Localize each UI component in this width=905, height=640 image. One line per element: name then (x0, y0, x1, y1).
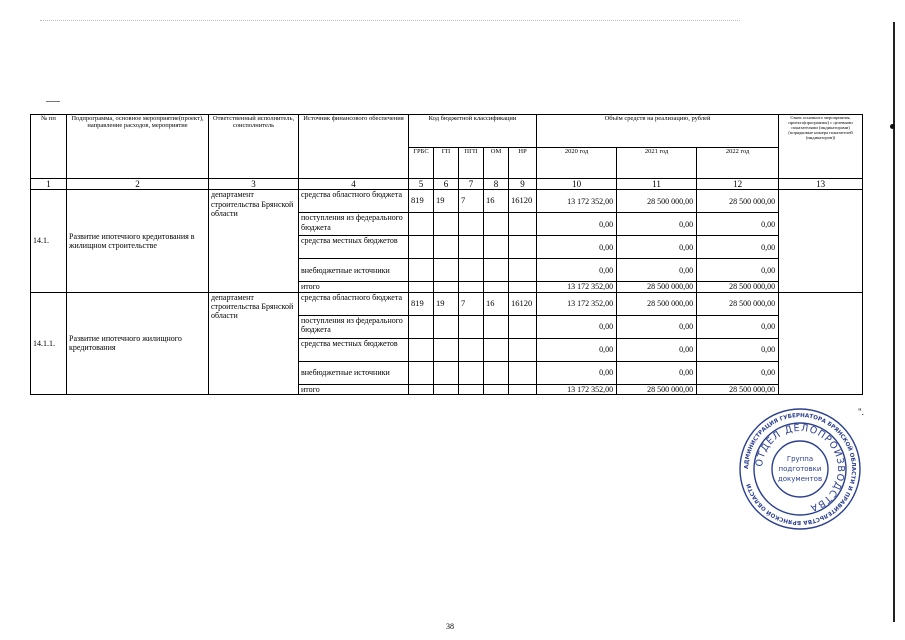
source-name: внебюджетные источники (299, 361, 409, 384)
code-gp: 19 (434, 190, 459, 213)
header-volume: Объём средств на реализацию, рублей (537, 115, 779, 148)
total-2020: 13 172 352,00 (537, 384, 617, 394)
header-year-2020: 2020 год (537, 148, 617, 179)
code-grbs (409, 338, 434, 361)
code-pgp (459, 213, 484, 236)
total-2021: 28 500 000,00 (617, 282, 697, 292)
value-2021: 28 500 000,00 (617, 292, 697, 315)
value-2020: 0,00 (537, 259, 617, 282)
table-row (31, 292, 863, 315)
code-gp (434, 236, 459, 259)
value-2020: 13 172 352,00 (537, 292, 617, 315)
code-om (484, 315, 509, 338)
total-2021: 28 500 000,00 (617, 384, 697, 394)
item-executor: департамент строительства Брянской области (209, 292, 299, 394)
item-number: 14.1. (31, 190, 67, 292)
code-om (484, 213, 509, 236)
value-2022: 28 500 000,00 (697, 292, 779, 315)
code-gp (434, 361, 459, 384)
value-2021: 0,00 (617, 315, 697, 338)
header-grbs: ГРБС (409, 148, 434, 179)
col-number: 6 (434, 179, 459, 190)
code-nr (509, 361, 537, 384)
value-2021: 28 500 000,00 (617, 190, 697, 213)
code-gp (434, 259, 459, 282)
total-2022: 28 500 000,00 (697, 384, 779, 394)
stamp-center-line-2: подготовки (778, 465, 822, 473)
code-pgp (459, 338, 484, 361)
col-number: 2 (67, 179, 209, 190)
value-2022: 0,00 (697, 315, 779, 338)
header-num: № пп (31, 115, 67, 179)
stamp-center-line-1: Группа (786, 455, 814, 463)
hole-punch-mark (890, 124, 895, 129)
indicator-link (779, 190, 863, 292)
closing-quote: ". (858, 407, 864, 417)
value-2022: 0,00 (697, 361, 779, 384)
code-pgp (459, 236, 484, 259)
header-gp: ГП (434, 148, 459, 179)
total-2022: 28 500 000,00 (697, 282, 779, 292)
value-2020: 13 172 352,00 (537, 190, 617, 213)
col-number: 3 (209, 179, 299, 190)
header-nr: НР (509, 148, 537, 179)
value-2020: 0,00 (537, 236, 617, 259)
value-2021: 0,00 (617, 213, 697, 236)
value-2022: 0,00 (697, 213, 779, 236)
stamp-outer-text: АДМИНИСТРАЦИЯ ГУБЕРНАТОРА БРЯНСКОЙ ОБЛАСТИ И ПРАВИТЕЛЬСТВА БРЯНСКОЙ ОБЛАСТИ (743, 412, 857, 526)
header-source: Источник финансового обеспечения (299, 115, 409, 179)
total-label: итого (299, 282, 409, 292)
funding-table (30, 114, 863, 395)
code-om (484, 361, 509, 384)
code-nr (509, 338, 537, 361)
code-grbs: 819 (409, 190, 434, 213)
code-gp (434, 213, 459, 236)
code-pgp (459, 361, 484, 384)
source-name: средства областного бюджета (299, 190, 409, 213)
source-name: поступления из федерального бюджета (299, 315, 409, 338)
value-2020: 0,00 (537, 338, 617, 361)
col-number: 4 (299, 179, 409, 190)
page-number: 38 (446, 622, 454, 631)
code-gp: 19 (434, 292, 459, 315)
code-nr (509, 259, 537, 282)
code-pgp (459, 315, 484, 338)
col-number: 10 (537, 179, 617, 190)
value-2022: 0,00 (697, 236, 779, 259)
scan-specks (40, 20, 740, 22)
header-budget-code: Код бюджетной классификации (409, 115, 537, 148)
source-name: средства областного бюджета (299, 292, 409, 315)
col-number: 8 (484, 179, 509, 190)
value-2020: 0,00 (537, 361, 617, 384)
code-gp (434, 315, 459, 338)
value-2020: 0,00 (537, 315, 617, 338)
col-number: 11 (617, 179, 697, 190)
header-om: ОМ (484, 148, 509, 179)
scan-mark (46, 101, 60, 102)
header-year-2021: 2021 год (617, 148, 697, 179)
col-number: 9 (509, 179, 537, 190)
page-edge (893, 22, 895, 622)
header-indicator-link: Связь основного мероприятия, проекта(программы) с целевыми показателями (индикаторами) (порядковые номера показателей (индикаторов)) (779, 115, 863, 179)
col-number: 13 (779, 179, 863, 190)
code-om: 16 (484, 292, 509, 315)
col-number: 12 (697, 179, 779, 190)
item-name: Развитие ипотечного жилищного кредитования (67, 292, 209, 394)
col-number: 1 (31, 179, 67, 190)
value-2020: 0,00 (537, 213, 617, 236)
value-2021: 0,00 (617, 361, 697, 384)
code-nr (509, 213, 537, 236)
source-name: средства местных бюджетов (299, 338, 409, 361)
source-name: внебюджетные источники (299, 259, 409, 282)
value-2022: 28 500 000,00 (697, 190, 779, 213)
source-name: средства местных бюджетов (299, 236, 409, 259)
code-gp (434, 338, 459, 361)
header-program: Подпрограмма, основное мероприятие(проект), направление расходов, мероприятие (67, 115, 209, 179)
code-om (484, 338, 509, 361)
code-grbs (409, 236, 434, 259)
header-row-1 (31, 115, 863, 148)
code-nr: 16120 (509, 190, 537, 213)
total-label: итого (299, 384, 409, 394)
col-number: 5 (409, 179, 434, 190)
total-2020: 13 172 352,00 (537, 282, 617, 292)
column-number-row (31, 179, 863, 190)
value-2021: 0,00 (617, 338, 697, 361)
value-2022: 0,00 (697, 338, 779, 361)
code-pgp: 7 (459, 190, 484, 213)
value-2022: 0,00 (697, 259, 779, 282)
stamp-inner-text: ОТДЕЛ ДЕЛОПРОИЗВОДСТВА (753, 422, 847, 514)
header-year-2022: 2022 год (697, 148, 779, 179)
code-nr (509, 236, 537, 259)
code-om (484, 236, 509, 259)
code-pgp (459, 259, 484, 282)
code-nr (509, 315, 537, 338)
item-number: 14.1.1. (31, 292, 67, 394)
code-grbs (409, 259, 434, 282)
code-grbs (409, 315, 434, 338)
source-name: поступления из федерального бюджета (299, 213, 409, 236)
code-grbs (409, 361, 434, 384)
stamp-center-line-3: документов (777, 475, 823, 483)
code-grbs (409, 213, 434, 236)
code-grbs: 819 (409, 292, 434, 315)
header-pgp: ПГП (459, 148, 484, 179)
code-om (484, 259, 509, 282)
col-number: 7 (459, 179, 484, 190)
header-executor: Ответственный исполнитель, соисполнитель (209, 115, 299, 179)
table-row (31, 190, 863, 213)
code-nr: 16120 (509, 292, 537, 315)
indicator-link (779, 292, 863, 394)
item-executor: департамент строительства Брянской области (209, 190, 299, 292)
value-2021: 0,00 (617, 259, 697, 282)
official-stamp (738, 407, 862, 531)
item-name: Развитие ипотечного кредитования в жилищном строительстве (67, 190, 209, 292)
value-2021: 0,00 (617, 236, 697, 259)
code-om: 16 (484, 190, 509, 213)
code-pgp: 7 (459, 292, 484, 315)
